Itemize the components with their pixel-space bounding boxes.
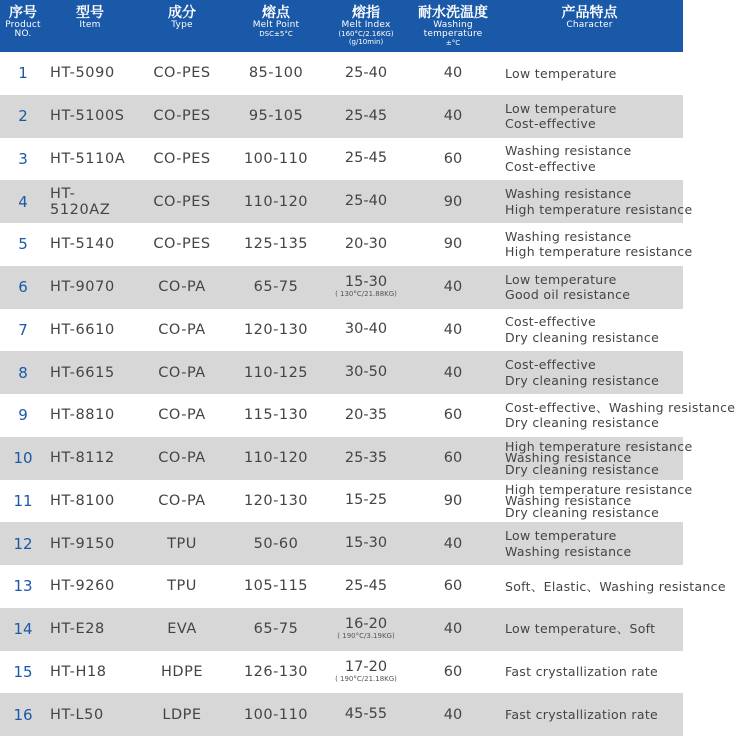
melt-point: 100-110	[243, 150, 309, 167]
header-mi-en3: (g/10min)	[348, 38, 384, 46]
header-melt-point	[230, 0, 322, 38]
melt-index-value: 15-25	[344, 492, 388, 509]
table-row	[0, 95, 683, 138]
header-char-cn: 产品特点	[561, 5, 618, 21]
melt-index-value: 25-45	[344, 107, 388, 124]
character	[496, 707, 683, 723]
character-line: Cost-effective、Washing resistance	[505, 399, 735, 415]
character-line: Low temperature	[505, 528, 617, 544]
character-line: Cost-effective	[505, 314, 597, 330]
table-row	[0, 608, 683, 651]
melt-index-value: 20-35	[344, 406, 388, 423]
melt-index	[322, 194, 410, 209]
character-line: Cost-effective	[505, 116, 597, 132]
melt-index-value: 25-40	[344, 64, 388, 81]
character-line: Washing resistance	[505, 228, 632, 244]
character	[496, 664, 683, 680]
melt-index-value: 25-45	[344, 150, 388, 167]
melt-index-value: 25-40	[344, 193, 388, 210]
washing-temperature: 60	[443, 450, 463, 467]
character	[496, 66, 683, 82]
melt-index-condition: ( 190°C/21.18KG)	[335, 674, 397, 683]
table-row	[0, 693, 683, 736]
material-type: LDPE	[162, 706, 202, 723]
header-mi-en1: Melt Index	[341, 20, 391, 30]
table-row	[0, 138, 683, 181]
item-code: HT-5110A	[50, 150, 126, 167]
washing-temperature: 90	[443, 236, 463, 253]
melt-point: 110-125	[243, 364, 309, 381]
washing-temperature: 40	[443, 279, 463, 296]
header-no	[0, 0, 46, 39]
row-number: 12	[13, 534, 33, 553]
header-no-cn: 序号	[9, 5, 37, 21]
header-melt-cn: 熔点	[262, 5, 290, 21]
item-code: HT-5100S	[50, 108, 125, 125]
item-code: HT-6615	[50, 364, 115, 381]
table-row	[0, 651, 683, 694]
table-row	[0, 522, 683, 565]
washing-temperature: 40	[443, 65, 463, 82]
character-line: Washing resistance	[505, 493, 632, 509]
character	[496, 186, 693, 217]
header-wash-cn: 耐水洗温度	[418, 5, 488, 21]
melt-index	[322, 322, 410, 337]
header-melt-index	[322, 0, 410, 46]
character	[496, 528, 683, 559]
header-type-en1: Type	[171, 20, 193, 30]
character-line: Washing resistance	[505, 450, 632, 466]
character	[496, 481, 693, 520]
material-type: CO-PES	[153, 193, 211, 210]
header-wash-en2: temperature	[423, 29, 483, 39]
character-line: High temperature resistance	[505, 201, 693, 217]
row-number: 7	[18, 320, 28, 339]
character-line: Washing resistance	[505, 143, 632, 159]
melt-index	[322, 660, 410, 684]
item-code: HT-8112	[50, 450, 115, 467]
row-number: 8	[18, 363, 28, 382]
character-line: Dry cleaning resistance	[505, 504, 660, 520]
melt-index-value: 15-30	[344, 274, 388, 291]
melt-point: 120-130	[243, 321, 309, 338]
item-code: HT-9260	[50, 578, 115, 595]
row-number: 4	[18, 192, 28, 211]
melt-index	[322, 451, 410, 466]
character-line: Good oil resistance	[505, 287, 631, 303]
character-line: Low temperature	[505, 100, 617, 116]
character-line: Washing resistance	[505, 543, 632, 559]
table-row	[0, 223, 693, 266]
melt-point: 85-100	[248, 65, 304, 82]
character-line: Soft、Elastic、Washing resistance	[505, 578, 726, 594]
melt-index	[322, 579, 410, 594]
row-number: 14	[13, 620, 33, 639]
character-line: Fast crystallization rate	[505, 664, 659, 680]
row-number: 16	[13, 705, 33, 724]
character	[496, 438, 693, 477]
melt-point: 110-120	[243, 193, 309, 210]
character-line: Cost-effective	[505, 158, 597, 174]
material-type: CO-PA	[158, 492, 206, 509]
washing-temperature: 40	[443, 706, 463, 723]
washing-temperature: 40	[443, 364, 463, 381]
melt-index	[322, 66, 410, 81]
melt-point: 65-75	[253, 279, 299, 296]
row-number: 9	[18, 406, 28, 425]
melt-index	[322, 707, 410, 722]
row-number: 11	[13, 491, 33, 510]
table-row	[0, 180, 693, 223]
header-mi-cn: 熔指	[352, 5, 380, 21]
material-type: CO-PA	[158, 321, 206, 338]
melt-index-condition: ( 190°C/3.19KG)	[337, 632, 395, 641]
washing-temperature: 60	[443, 663, 463, 680]
material-type: CO-PA	[158, 364, 206, 381]
melt-index	[322, 237, 410, 252]
melt-index	[322, 408, 410, 423]
header-type-cn: 成分	[168, 5, 196, 21]
header-char-en1: Character	[566, 20, 613, 30]
row-number: 1	[18, 64, 28, 83]
melt-index-value: 30-40	[344, 321, 388, 338]
character	[496, 101, 683, 132]
melt-point: 95-105	[248, 108, 304, 125]
washing-temperature: 90	[443, 492, 463, 509]
table-row	[0, 565, 726, 608]
character-line: Low temperature	[505, 65, 617, 81]
item-code: HT-6610	[50, 321, 115, 338]
washing-temperature: 40	[443, 108, 463, 125]
table-row	[0, 480, 693, 523]
header-item	[46, 0, 134, 30]
row-number: 6	[18, 278, 28, 297]
material-type: CO-PES	[153, 108, 211, 125]
character-line: Cost-effective	[505, 357, 597, 373]
item-code: HT-L50	[50, 706, 104, 723]
header-no-en1: Product	[5, 20, 41, 30]
character-line: Low temperature、Soft	[505, 621, 656, 637]
melt-point: 115-130	[243, 407, 309, 424]
header-character	[496, 0, 683, 30]
header-melt-en1: Melt Point	[252, 20, 300, 30]
table-header	[0, 0, 683, 52]
item-code: HT-5090	[50, 65, 115, 82]
melt-index	[322, 151, 410, 166]
material-type: CO-PES	[153, 65, 211, 82]
washing-temperature: 90	[443, 193, 463, 210]
melt-point: 50-60	[253, 535, 299, 552]
item-code: HT-H18	[50, 663, 107, 680]
washing-temperature: 60	[443, 150, 463, 167]
table-row	[0, 437, 693, 480]
material-type: CO-PA	[158, 279, 206, 296]
header-wash-en1: Washing	[433, 20, 473, 30]
melt-index-value: 45-55	[344, 706, 388, 723]
table-row	[0, 309, 683, 352]
character	[496, 228, 693, 260]
melt-index-value: 30-50	[344, 364, 388, 381]
melt-index	[322, 536, 410, 551]
melt-index	[322, 109, 410, 124]
character-line: Dry cleaning resistance	[505, 329, 660, 345]
header-wash-en3: ±°C	[445, 39, 461, 47]
character-line: High temperature resistance	[505, 438, 693, 454]
header-washing-temperature	[410, 0, 496, 47]
row-number: 2	[18, 107, 28, 126]
item-code: HT-8100	[50, 492, 115, 509]
melt-index-value: 15-30	[344, 535, 388, 552]
melt-index	[322, 493, 410, 508]
header-mi-en2: (160°C/2.16KG)	[338, 30, 394, 38]
melt-point: 125-135	[243, 236, 309, 253]
melt-point: 105-115	[243, 578, 309, 595]
melt-index	[322, 617, 410, 641]
table-row	[0, 52, 683, 95]
character-line: High temperature resistance	[505, 244, 693, 260]
character-line: Dry cleaning resistance	[505, 461, 660, 477]
character	[496, 578, 726, 595]
melt-point: 65-75	[253, 621, 299, 638]
character-line: Dry cleaning resistance	[505, 415, 660, 431]
row-number: 13	[13, 577, 33, 596]
table-row	[0, 394, 735, 437]
character	[496, 621, 683, 637]
melt-index-value: 20-30	[344, 235, 388, 252]
melt-index-value: 16-20	[344, 616, 388, 633]
character-line: Fast crystallization rate	[505, 706, 659, 722]
item-code: HT-E28	[50, 621, 105, 638]
character-line: Washing resistance	[505, 186, 632, 202]
header-item-cn: 型号	[76, 5, 104, 21]
material-type: CO-PES	[153, 236, 211, 253]
header-item-en1: Item	[79, 20, 101, 30]
item-code: HT-5120AZ	[50, 185, 111, 218]
melt-point: 126-130	[243, 663, 309, 680]
character-line: Low temperature	[505, 271, 617, 287]
table-body	[0, 52, 735, 736]
header-melt-en2: DSC±5°C	[259, 30, 293, 38]
material-type: TPU	[167, 578, 197, 595]
melt-point: 110-120	[243, 450, 309, 467]
material-type: EVA	[167, 621, 197, 638]
melt-index-value: 25-45	[344, 577, 388, 594]
character	[496, 399, 735, 431]
melt-point: 120-130	[243, 492, 309, 509]
table-row	[0, 266, 683, 309]
washing-temperature: 60	[443, 578, 463, 595]
character-line: Dry cleaning resistance	[505, 372, 660, 388]
melt-index-value: 17-20	[344, 658, 388, 675]
character	[496, 314, 683, 345]
melt-index-condition: ( 130°C/21.88KG)	[335, 290, 397, 299]
item-code: HT-9070	[50, 279, 115, 296]
washing-temperature: 60	[443, 407, 463, 424]
item-code: HT-8810	[50, 407, 115, 424]
table-row	[0, 351, 683, 394]
row-number: 10	[13, 449, 33, 468]
character	[496, 357, 683, 388]
material-type: CO-PA	[158, 450, 206, 467]
item-code: HT-9150	[50, 535, 115, 552]
character	[496, 272, 683, 303]
row-number: 5	[18, 235, 28, 254]
melt-index-value: 25-35	[344, 449, 388, 466]
row-number: 15	[13, 662, 33, 681]
washing-temperature: 40	[443, 321, 463, 338]
material-type: CO-PA	[158, 407, 206, 424]
row-number: 3	[18, 149, 28, 168]
material-type: CO-PES	[153, 150, 211, 167]
melt-index	[322, 275, 410, 299]
washing-temperature: 40	[443, 621, 463, 638]
character-line: High temperature resistance	[505, 481, 693, 497]
material-type: HDPE	[161, 663, 203, 680]
melt-point: 100-110	[243, 706, 309, 723]
melt-index	[322, 365, 410, 380]
item-code: HT-5140	[50, 236, 115, 253]
washing-temperature: 40	[443, 535, 463, 552]
header-no-en2: NO.	[14, 29, 32, 39]
material-type: TPU	[167, 535, 197, 552]
header-type	[134, 0, 230, 30]
character	[496, 143, 683, 174]
